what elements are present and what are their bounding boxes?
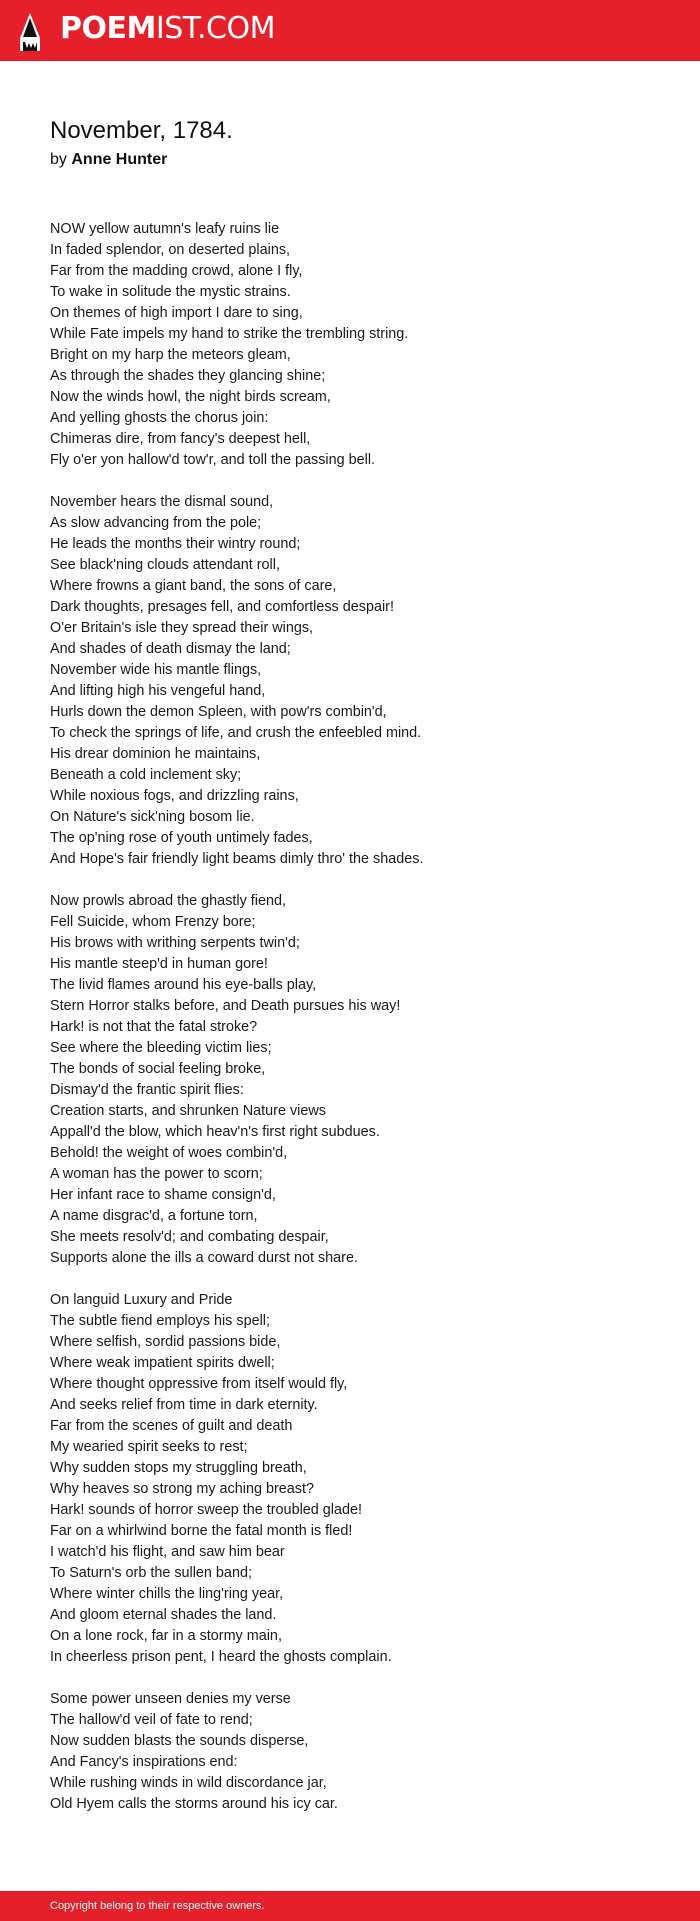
poem-line: November hears the dismal sound, — [50, 494, 274, 510]
poem-line: He leads the months their wintry round; — [50, 536, 301, 552]
poem-line: And Fancy's inspirations end: — [50, 1754, 238, 1770]
poem-line: O'er Britain's isle they spread their wings, — [50, 620, 314, 636]
stanza — [50, 891, 423, 1269]
poem-line: I watch'd his flight, and saw him bear — [50, 1544, 285, 1560]
site-footer — [0, 1891, 700, 1921]
stanza — [50, 492, 423, 870]
poem-line: Old Hyem calls the storms around his icy car. — [50, 1796, 338, 1812]
poem-line: Chimeras dire, from fancy's deepest hell, — [50, 431, 311, 447]
poem-line: NOW yellow autumn's leafy ruins lie — [50, 221, 280, 237]
poem-line: While noxious fogs, and drizzling rains, — [50, 788, 299, 804]
stanza — [50, 1290, 423, 1668]
poem-line: Where thought oppressive from itself would fly, — [50, 1376, 348, 1392]
poem-line: Far from the scenes of guilt and death — [50, 1418, 293, 1434]
poem-line: And gloom eternal shades the land. — [50, 1607, 277, 1623]
poem-line: His brows with writhing serpents twin'd; — [50, 935, 300, 951]
poem-body — [50, 219, 423, 1836]
poem-line: November wide his mantle flings, — [50, 662, 262, 678]
poem-line: Where weak impatient spirits dwell; — [50, 1355, 275, 1371]
poem-line: The op'ning rose of youth untimely fades, — [50, 830, 313, 846]
poem-line: And shades of death dismay the land; — [50, 641, 291, 657]
poem-line: While Fate impels my hand to strike the trembling string. — [50, 326, 409, 342]
poem-line: Bright on my harp the meteors gleam, — [50, 347, 291, 363]
poem-heading — [50, 116, 233, 170]
by-label: by — [50, 151, 67, 168]
poem-line: Hark! is not that the fatal stroke? — [50, 1019, 258, 1035]
poem-line: Beneath a cold inclement sky; — [50, 767, 242, 783]
poem-line: Where selfish, sordid passions bide, — [50, 1334, 281, 1350]
poem-line: Behold! the weight of woes combin'd, — [50, 1145, 288, 1161]
poem-line: On a lone rock, far in a stormy main, — [50, 1628, 282, 1644]
poem-line: His mantle steep'd in human gore! — [50, 956, 268, 972]
poem-line: As through the shades they glancing shine; — [50, 368, 326, 384]
poem-line: In cheerless prison pent, I heard the ghosts complain. — [50, 1649, 392, 1665]
poem-line: Fell Suicide, whom Frenzy bore; — [50, 914, 256, 930]
byline — [50, 150, 233, 170]
stanza — [50, 1689, 423, 1815]
poem-line: On Nature's sick'ning bosom lie. — [50, 809, 255, 825]
poem-line: Why sudden stops my struggling breath, — [50, 1460, 307, 1476]
poem-line: Where frowns a giant band, the sons of care, — [50, 578, 337, 594]
poem-line: Fly o'er yon hallow'd tow'r, and toll the passing bell. — [50, 452, 376, 468]
logo-brand-bold: POEM — [60, 11, 156, 46]
poem-line: Now sudden blasts the sounds disperse, — [50, 1733, 309, 1749]
author-name: Anne Hunter — [71, 151, 168, 168]
poem-line: To wake in solitude the mystic strains. — [50, 284, 291, 300]
poem-line: And yelling ghosts the chorus join: — [50, 410, 269, 426]
poem-line: A name disgrac'd, a fortune torn, — [50, 1208, 258, 1224]
poem-line: Now the winds howl, the night birds scream, — [50, 389, 331, 405]
poem-line: Hurls down the demon Spleen, with pow'rs combin'd, — [50, 704, 387, 720]
poem-line: Hark! sounds of horror sweep the troubled glade! — [50, 1502, 362, 1518]
poem-line: Far on a whirlwind borne the fatal month is fled! — [50, 1523, 353, 1539]
poem-line: Appall'd the blow, which heav'n's first right subdues. — [50, 1124, 380, 1140]
poem-line: On languid Luxury and Pride — [50, 1292, 233, 1308]
poem-line: On themes of high import I dare to sing, — [50, 305, 303, 321]
poem-line: The bonds of social feeling broke, — [50, 1061, 266, 1077]
poem-line: Creation starts, and shrunken Nature views — [50, 1103, 326, 1119]
poem-line: See black'ning clouds attendant roll, — [50, 557, 280, 573]
poem-line: And seeks relief from time in dark eternity. — [50, 1397, 318, 1413]
poem-line: My wearied spirit seeks to rest; — [50, 1439, 248, 1455]
poem-line: See where the bleeding victim lies; — [50, 1040, 272, 1056]
poem-line: The hallow'd veil of fate to rend; — [50, 1712, 253, 1728]
poem-line: The subtle fiend employs his spell; — [50, 1313, 270, 1329]
poem-line: To Saturn's orb the sullen band; — [50, 1565, 252, 1581]
site-header — [0, 0, 700, 61]
poem-line: His drear dominion he maintains, — [50, 746, 261, 762]
pen-nib-icon[interactable] — [18, 12, 42, 52]
poem-line: Why heaves so strong my aching breast? — [50, 1481, 314, 1497]
poem-line: Now prowls abroad the ghastly fiend, — [50, 893, 286, 909]
stanza — [50, 219, 423, 471]
poem-line: Where winter chills the ling'ring year, — [50, 1586, 284, 1602]
site-logo[interactable] — [60, 11, 275, 47]
poem-line: Far from the madding crowd, alone I fly, — [50, 263, 303, 279]
copyright-notice: Copyright belong to their respective owners. — [50, 1900, 265, 1912]
poem-line: The livid flames around his eye-balls play, — [50, 977, 317, 993]
logo-brand-light: IST.COM — [155, 11, 275, 46]
poem-line: Stern Horror stalks before, and Death pursues his way! — [50, 998, 401, 1014]
poem-line: Her infant race to shame consign'd, — [50, 1187, 276, 1203]
poem-line: She meets resolv'd; and combating despair, — [50, 1229, 329, 1245]
poem-line: While rushing winds in wild discordance jar, — [50, 1775, 327, 1791]
poem-line: Some power unseen denies my verse — [50, 1691, 291, 1707]
poem-line: Dismay'd the frantic spirit flies: — [50, 1082, 244, 1098]
poem-line: To check the springs of life, and crush the enfeebled mind. — [50, 725, 422, 741]
poem-line: Dark thoughts, presages fell, and comfortless despair! — [50, 599, 394, 615]
poem-line: In faded splendor, on deserted plains, — [50, 242, 291, 258]
poem-line: A woman has the power to scorn; — [50, 1166, 263, 1182]
poem-title: November, 1784. — [50, 117, 233, 144]
poem-line: And lifting high his vengeful hand, — [50, 683, 266, 699]
poem-line: Supports alone the ills a coward durst not share. — [50, 1250, 358, 1266]
poem-line: As slow advancing from the pole; — [50, 515, 262, 531]
poem-line: And Hope's fair friendly light beams dimly thro' the shades. — [50, 851, 424, 867]
